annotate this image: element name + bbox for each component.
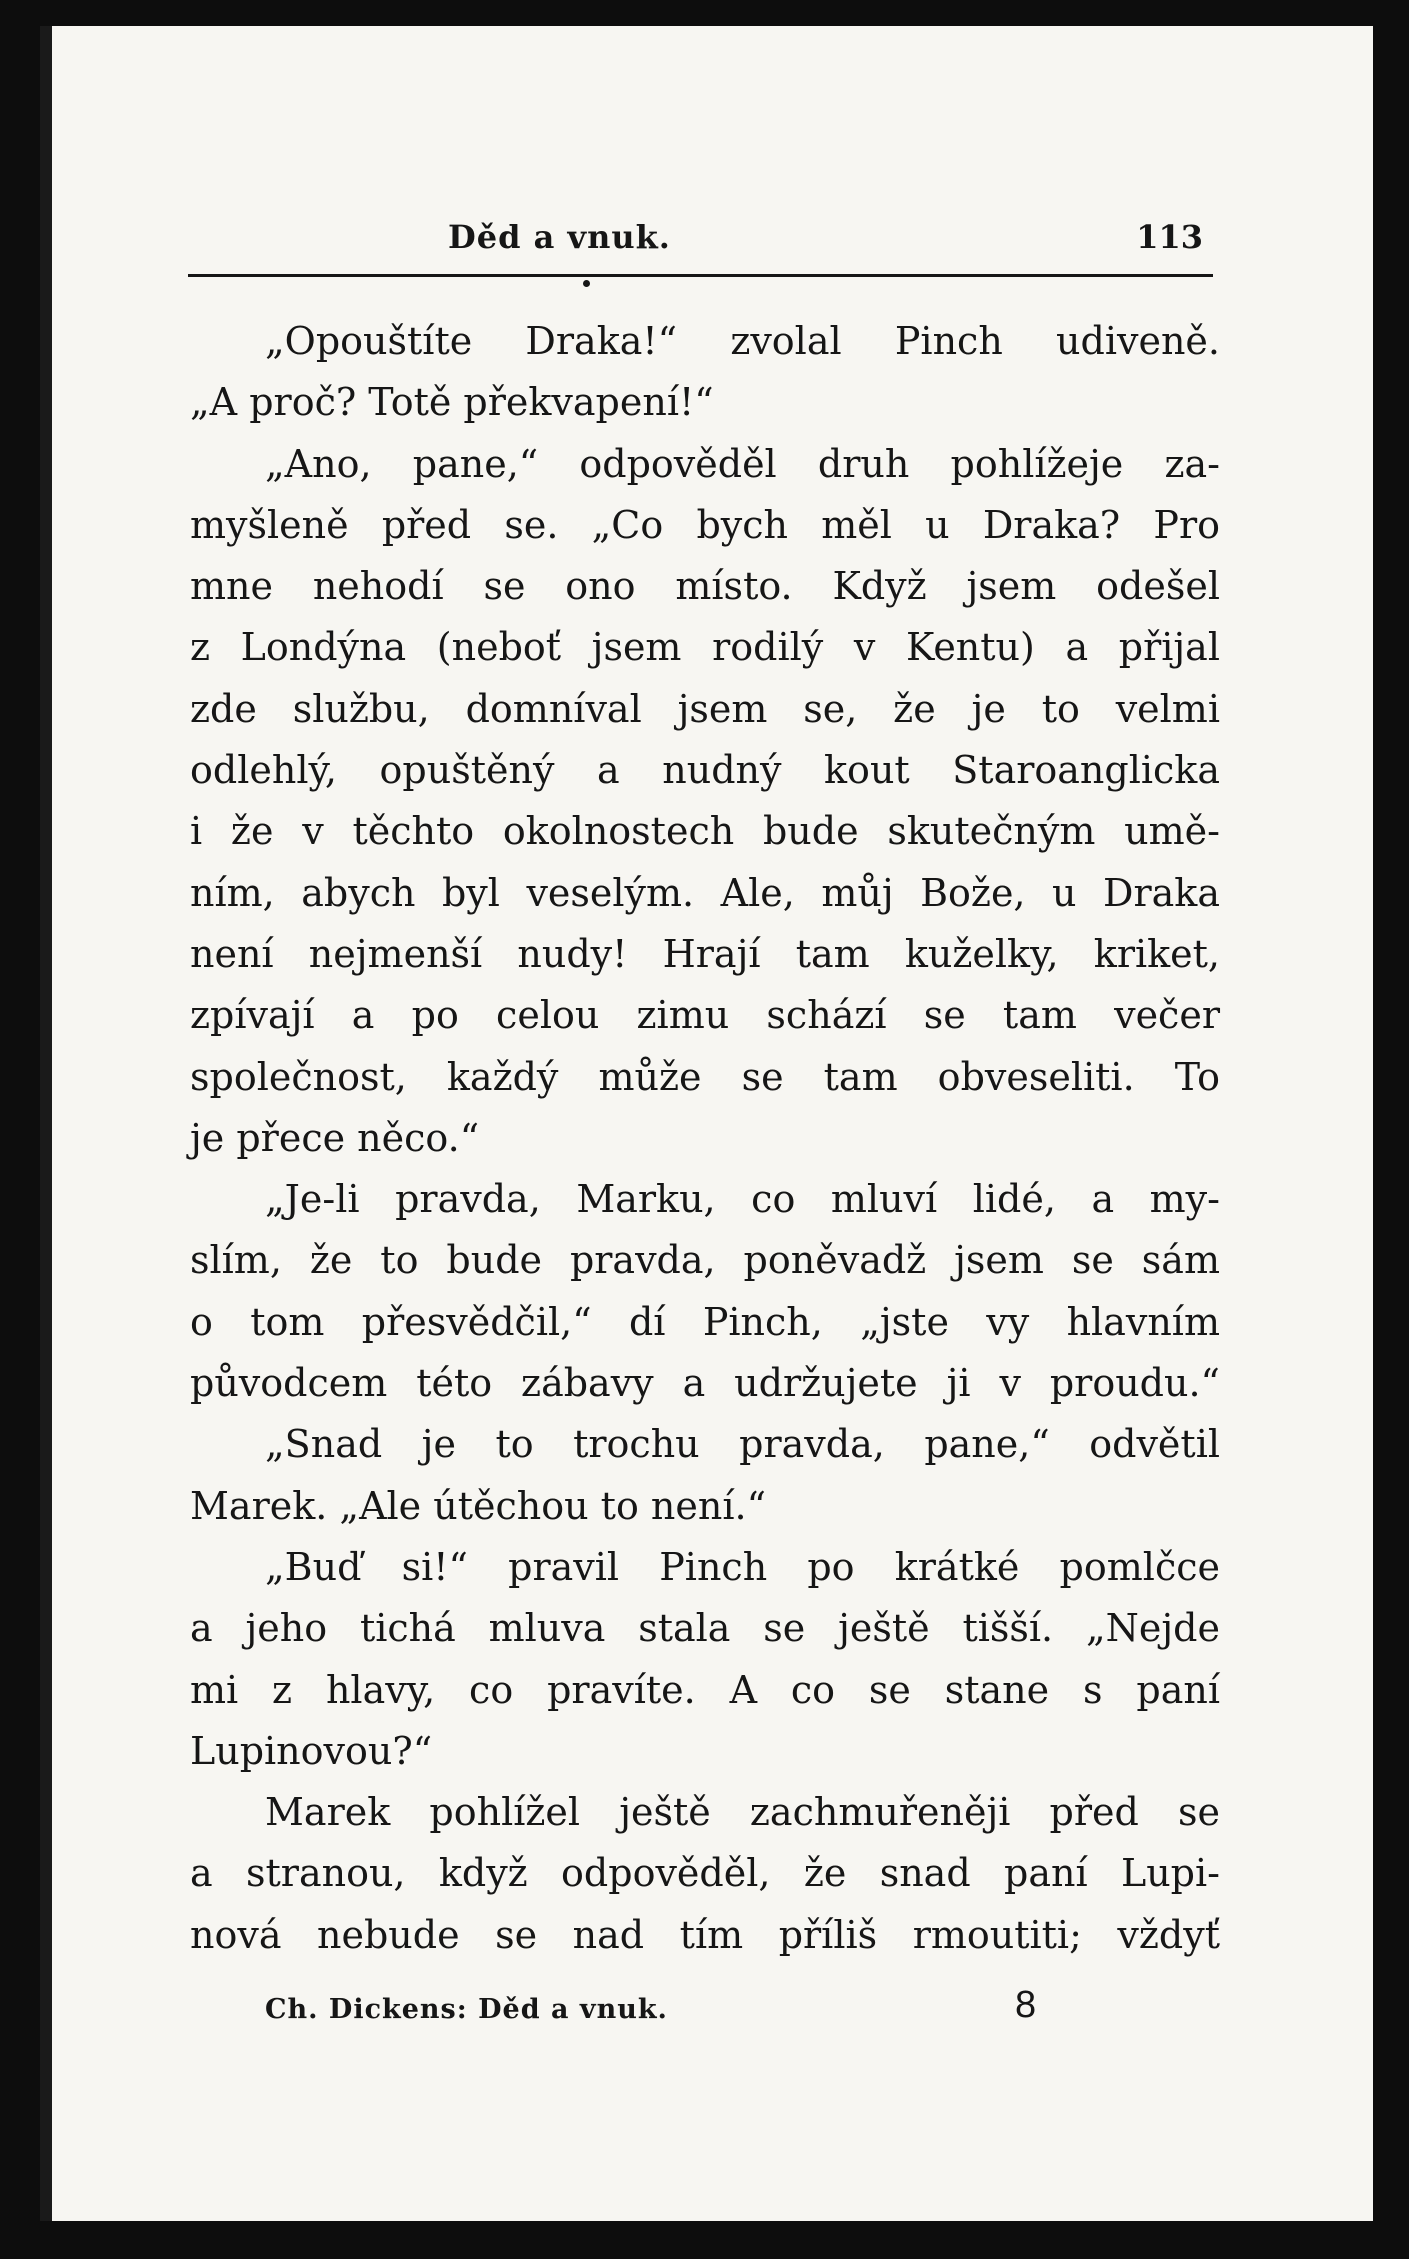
body-text — [190, 311, 1220, 1966]
text-line: Lupinovou?“ — [190, 1728, 433, 1773]
text-line: a stranou, když odpověděl, že snad paní Lupi- — [190, 1851, 1220, 1896]
text-line: i že v těchto okolnostech bude skutečným umě- — [190, 809, 1220, 854]
paragraph — [190, 1414, 1220, 1537]
header-rule — [188, 274, 1213, 277]
text-line: „A proč? Totě překvapení!“ — [190, 380, 714, 425]
signature-footer — [265, 1984, 1115, 2044]
text-line: zpívají a po celou zimu schází se tam večer — [190, 993, 1220, 1038]
text-line: myšleně před se. „Co bych měl u Draka? Pro — [190, 502, 1220, 547]
signature-mark: 8 — [1015, 1984, 1037, 2026]
text-line: zde službu, domníval jsem se, že je to velmi — [190, 686, 1220, 731]
book-page — [40, 26, 1373, 2221]
text-line: mi z hlavy, co pravíte. A co se stane s paní — [190, 1667, 1220, 1712]
paragraph — [190, 311, 1220, 434]
text-line: „Je-li pravda, Marku, co mluví lidé, a my- — [265, 1177, 1220, 1222]
text-line: je přece něco.“ — [190, 1115, 480, 1160]
text-line: Marek. „Ale útěchou to není.“ — [190, 1483, 766, 1528]
signature-line: Ch. Dickens: Děd a vnuk. — [265, 1994, 668, 2025]
text-line: nová nebude se nad tím příliš rmoutiti; vždyť — [190, 1912, 1220, 1957]
text-line: odlehlý, opuštěný a nudný kout Staroanglicka — [190, 748, 1220, 793]
text-line: „Snad je to trochu pravda, pane,“ odvětil — [265, 1422, 1220, 1467]
text-line: ním, abych byl veselým. Ale, můj Bože, u Draka — [190, 870, 1220, 915]
running-title: Děd a vnuk. — [448, 218, 671, 256]
text-line: z Londýna (neboť jsem rodilý v Kentu) a přijal — [190, 625, 1220, 670]
page-spine-edge — [40, 26, 52, 2221]
text-line: „Ano, pane,“ odpověděl druh pohlížeje za- — [265, 441, 1220, 486]
text-line: „Opouštíte Draka!“ zvolal Pinch udiveně. — [265, 319, 1220, 363]
text-line: původcem této zábavy a udržujete ji v proudu.“ — [190, 1361, 1220, 1406]
page-number: 113 — [1136, 218, 1203, 256]
paragraph — [190, 434, 1220, 1170]
text-line: „Buď si!“ pravil Pinch po krátké pomlčce — [265, 1544, 1220, 1589]
text-line: mne nehodí se ono místo. Když jsem odešel — [190, 564, 1220, 609]
text-line: není nejmenší nudy! Hrají tam kuželky, kriket, — [190, 931, 1220, 976]
header-rule-dot — [583, 280, 590, 287]
running-header — [188, 190, 1213, 280]
text-line: o tom přesvědčil,“ dí Pinch, „jste vy hlavním — [190, 1299, 1220, 1344]
paragraph — [190, 1169, 1220, 1414]
text-line: a jeho tichá mluva stala se ještě tišší. „Nejde — [190, 1606, 1220, 1651]
text-line: společnost, každý může se tam obveseliti. To — [190, 1054, 1220, 1099]
text-line: Marek pohlížel ještě zachmuřeněji před se — [265, 1790, 1220, 1835]
paragraph — [190, 1537, 1220, 1782]
paragraph — [190, 1782, 1220, 1966]
text-line: slím, že to bude pravda, poněvadž jsem se sám — [190, 1238, 1220, 1283]
